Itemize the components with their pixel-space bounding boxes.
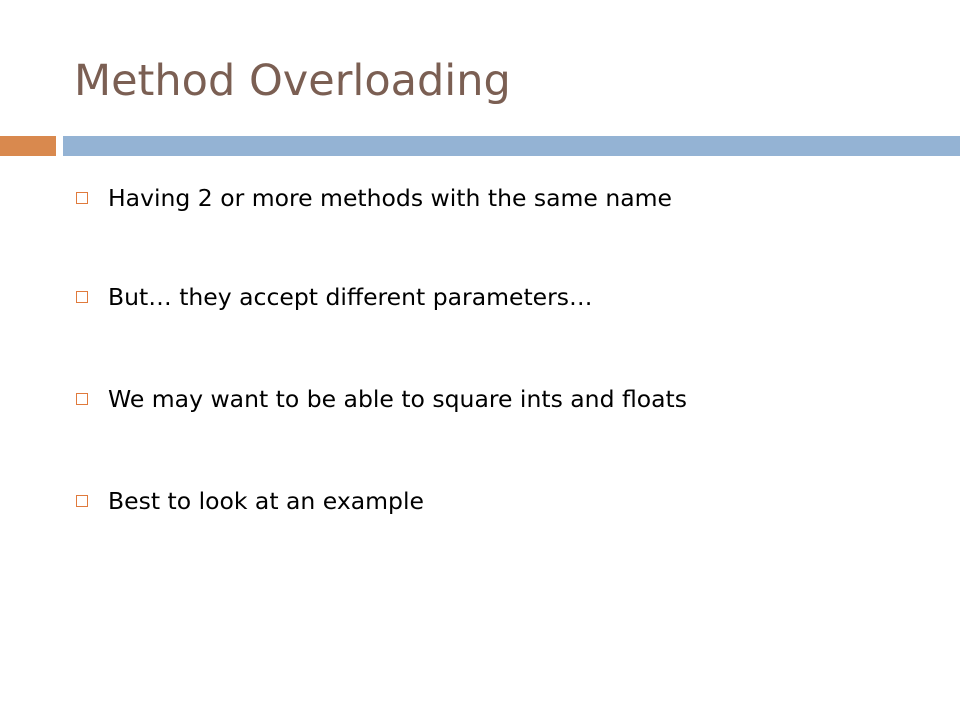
bullet-text: We may want to be able to square ints and floats <box>108 385 687 413</box>
title-accent-band <box>0 136 56 156</box>
title-divider-band <box>63 136 960 156</box>
slide-title: Method Overloading <box>74 56 511 106</box>
hollow-square-bullet-icon <box>76 291 88 303</box>
bullet-text: Best to look at an example <box>108 487 424 515</box>
hollow-square-bullet-icon <box>76 495 88 507</box>
bullet-text: Having 2 or more methods with the same name <box>108 184 672 212</box>
hollow-square-bullet-icon <box>76 192 88 204</box>
hollow-square-bullet-icon <box>76 393 88 405</box>
bullet-text: But… they accept different parameters… <box>108 283 593 311</box>
